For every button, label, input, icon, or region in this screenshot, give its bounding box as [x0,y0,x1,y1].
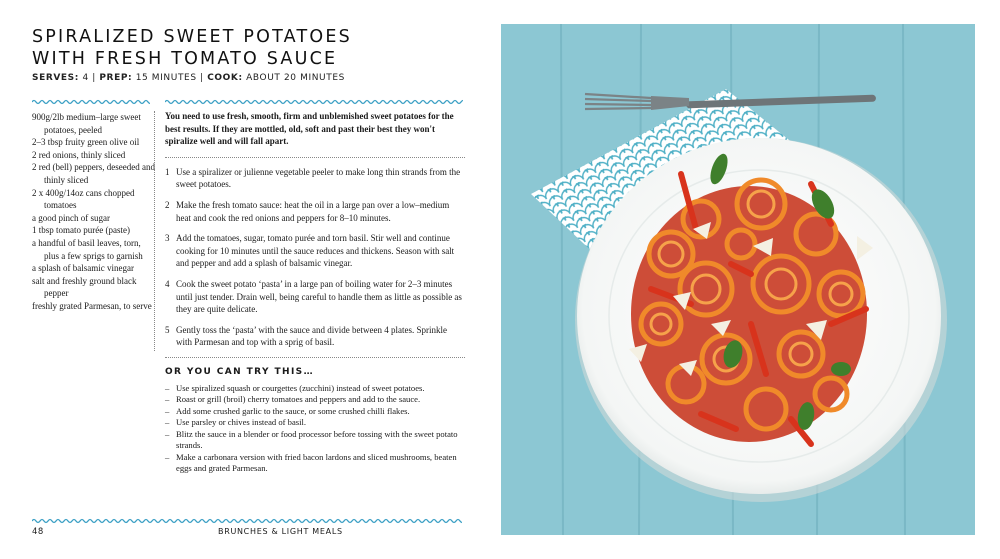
method-step [165,278,465,316]
dash: – [165,405,170,416]
step-text: Cook the sweet potato ‘pasta’ in a large pan of boiling water for 2–3 minutes until just tender. Drain well, being careful to handle them as little as possible as they are quite delicate. [176,278,462,315]
step-text: Add the tomatoes, sugar, tomato purée and torn basil. Stir well and continue cooking for 10 minutes until the sauce reduces and thickens. Season with salt and pepper and add a splash of balsamic vinegar. [176,233,455,269]
intro-note: You need to use fresh, smooth, firm and unblemished sweet potatoes for the best results. If they are mottled, old, soft and past their best they won't spiralize well and will fall apart. [165,111,454,147]
ingredient-item: a handful of basil leaves, torn, plus a few sprigs to garnish [32,237,143,261]
prep-value: 15 MINUTES [135,73,197,83]
method-column [165,110,465,475]
method-wave-divider [165,99,463,105]
ingredient-item: a splash of balsamic vinegar [32,263,134,274]
ingredient-item: 2 red (bell) peppers, deseeded and thinly sliced [32,162,155,185]
dish-photo [501,24,975,535]
step-text: Make the fresh tomato sauce: heat the oil in a large pan over a low–medium heat and cook the red onions and peppers for 8–10 minutes. [176,199,450,223]
variation-item [165,417,465,429]
step-number: 2 [165,199,170,210]
title-line-1: SPIRALIZED SWEET POTATOES [32,27,352,47]
ingredient-item: 2–3 tbsp fruity green olive oil [32,137,140,148]
variations-list [165,383,465,475]
dash: – [165,451,170,462]
variation-text: Roast or grill (broil) cherry tomatoes and peppers and add to the sauce. [176,394,421,404]
variation-item [165,406,465,418]
variations-heading: OR YOU CAN TRY THIS… [165,366,314,377]
variation-text: Use parsley or chives instead of basil. [176,417,307,427]
ingredient-item: 1 tbsp tomato purée (paste) [32,225,130,236]
step-number: 4 [165,278,170,289]
dotted-rule [165,157,465,158]
method-step [165,324,465,349]
footer-wave-divider [32,518,462,524]
variation-text: Add some crushed garlic to the sauce, or some crushed chilli flakes. [176,405,410,416]
method-step [165,166,465,191]
step-number: 5 [165,324,170,335]
variation-item [165,383,465,395]
cook-value: ABOUT 20 MINUTES [246,73,345,83]
step-text: Use a spiralizer or julienne vegetable peeler to make long thin strands from the sweet potatoes. [176,166,461,190]
page-number: 48 [32,527,44,537]
serves-label: SERVES: [32,73,79,83]
dotted-rule [165,357,465,358]
variation-item [165,452,465,475]
ingredients-wave-divider [32,99,150,105]
ingredient-item: freshly grated Parmesan, to serve [32,300,152,311]
prep-label: PREP: [99,73,133,83]
serves-value: 4 [82,73,89,83]
section-name: BRUNCHES & LIGHT MEALS [218,527,343,536]
dash: – [165,394,170,404]
ingredient-item: 2 red onions, thinly sliced [32,149,126,160]
variation-text: Use spiralized squash or courgettes (zucchini) instead of sweet potatoes. [176,382,425,393]
step-text: Gently toss the ‘pasta’ with the sauce and divide between 4 plates. Sprinkle with Parmesan and top with a sprig of basil. [176,324,448,348]
step-number: 3 [165,233,170,244]
dash: – [165,428,170,439]
dash: – [165,417,170,427]
title-line-2: WITH FRESH TOMATO SAUCE [32,49,338,69]
dish-illustration [501,24,975,535]
method-step [165,199,465,224]
variation-item [165,394,465,406]
column-divider [154,111,155,351]
dash: – [165,382,170,393]
ingredient-item: salt and freshly ground black pepper [32,275,137,299]
method-step [165,232,465,270]
step-number: 1 [165,166,170,177]
variation-text: Make a carbonara version with fried bacon lardons and sliced mushrooms, beaten eggs and grated Parmesan. [176,451,457,473]
meta-separator: | [200,73,204,83]
recipe-meta [32,73,345,83]
ingredients-list [32,111,157,313]
variation-text: Blitz the sauce in a blender or food processor before tossing with the sweet potato strands. [176,428,458,450]
ingredient-item: 2 x 400g/14oz cans chopped tomatoes [32,187,135,211]
variation-item [165,429,465,452]
ingredient-item: 900g/2lb medium–large sweet potatoes, peeled [32,112,141,135]
cook-label: COOK: [207,73,243,83]
ingredient-item: a good pinch of sugar [32,212,110,223]
recipe-title [32,26,352,70]
meta-separator: | [92,73,96,83]
